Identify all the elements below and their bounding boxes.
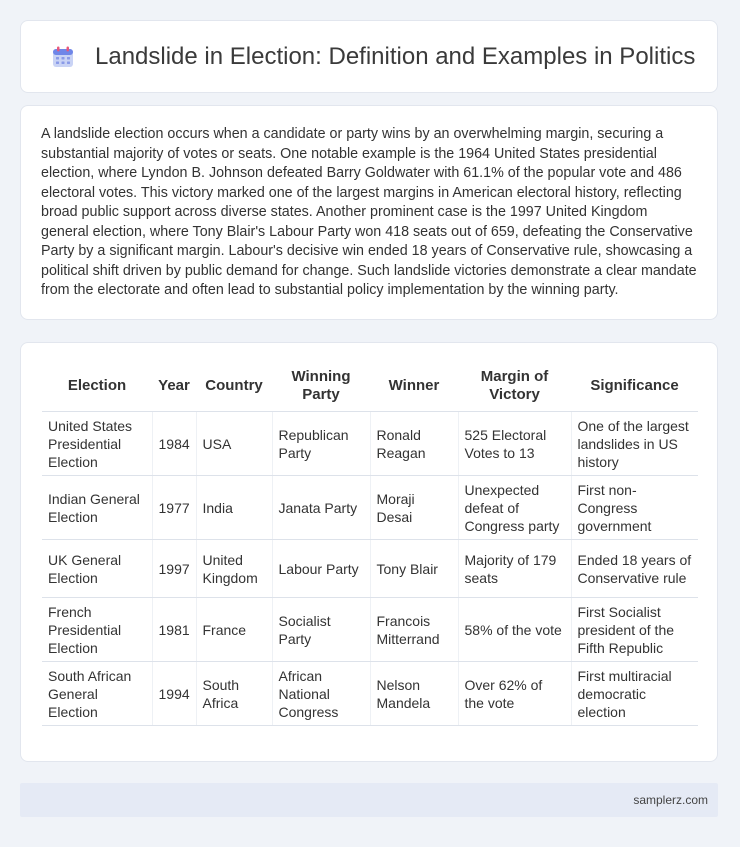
table-cell: Over 62% of the vote (458, 662, 571, 726)
table-cell: United States Presidential Election (42, 412, 152, 476)
table-cell: Indian General Election (42, 476, 152, 540)
table-cell: First multiracial democratic election (571, 662, 698, 726)
table-cell: South African General Election (42, 662, 152, 726)
intro-card (20, 105, 718, 320)
table-row (42, 476, 698, 540)
table-cell: First Socialist president of the Fifth Republic (571, 598, 698, 662)
table-cell: Ronald Reagan (370, 412, 458, 476)
elections-table (42, 364, 698, 726)
table-cell: 1981 (152, 598, 196, 662)
column-header: Significance (571, 364, 698, 412)
column-header: Margin of Victory (458, 364, 571, 412)
table-cell: Labour Party (272, 540, 370, 598)
table-cell: South Africa (196, 662, 272, 726)
table-header-row (42, 364, 698, 412)
header-card (20, 20, 718, 93)
table-cell: Francois Mitterrand (370, 598, 458, 662)
table-cell: 1997 (152, 540, 196, 598)
table-row (42, 662, 698, 726)
table-cell: Unexpected defeat of Congress party (458, 476, 571, 540)
table-row (42, 412, 698, 476)
column-header: Country (196, 364, 272, 412)
calendar-icon (49, 43, 77, 71)
table-cell: Janata Party (272, 476, 370, 540)
table-cell: Socialist Party (272, 598, 370, 662)
page-title: Landslide in Election: Definition and Examples in Politics (95, 42, 696, 70)
table-cell: Majority of 179 seats (458, 540, 571, 598)
table-cell: Tony Blair (370, 540, 458, 598)
table-cell: USA (196, 412, 272, 476)
table-cell: African National Congress (272, 662, 370, 726)
table-cell: India (196, 476, 272, 540)
table-cell: 525 Electoral Votes to 13 (458, 412, 571, 476)
table-card (20, 342, 718, 762)
column-header: Winning Party (272, 364, 370, 412)
table-cell: 1994 (152, 662, 196, 726)
table-cell: One of the largest landslides in US history (571, 412, 698, 476)
table-cell: UK General Election (42, 540, 152, 598)
column-header: Election (42, 364, 152, 412)
table-cell: France (196, 598, 272, 662)
intro-paragraph: A landslide election occurs when a candidate or party wins by an overwhelming margin, securing a substantial majority of votes or seats. One notable example is the 1964 United States presidential election, where Lyndon B. Johnson defeated Barry Goldwater with 61.1% of the popular vote and 486 electoral votes. This victory marked one of the largest margins in American electoral history, reflecting broad public support across diverse states. Another prominent case is the 1997 United Kingdom general election, where Tony Blair's Labour Party won 418 seats out of 659, defeating the Conservative Party by a significant margin. Labour's decisive win ended 18 years of Conservative rule, showcasing a political shift driven by public demand for change. Such landslide victories demonstrate a clear mandate from the electorate and often lead to substantial policy implementation by the winning party. (41, 126, 697, 298)
column-header: Year (152, 364, 196, 412)
table-cell: French Presidential Election (42, 598, 152, 662)
table-cell: First non-Congress government (571, 476, 698, 540)
table-cell: Ended 18 years of Conservative rule (571, 540, 698, 598)
table-cell: 58% of the vote (458, 598, 571, 662)
table-row (42, 540, 698, 598)
footer (20, 783, 718, 817)
table-cell: 1984 (152, 412, 196, 476)
table-cell: Moraji Desai (370, 476, 458, 540)
table-cell: United Kingdom (196, 540, 272, 598)
table-cell: Republican Party (272, 412, 370, 476)
table-row (42, 598, 698, 662)
column-header: Winner (370, 364, 458, 412)
footer-site-link[interactable]: samplerz.com (633, 793, 708, 807)
table-cell: Nelson Mandela (370, 662, 458, 726)
table-cell: 1977 (152, 476, 196, 540)
